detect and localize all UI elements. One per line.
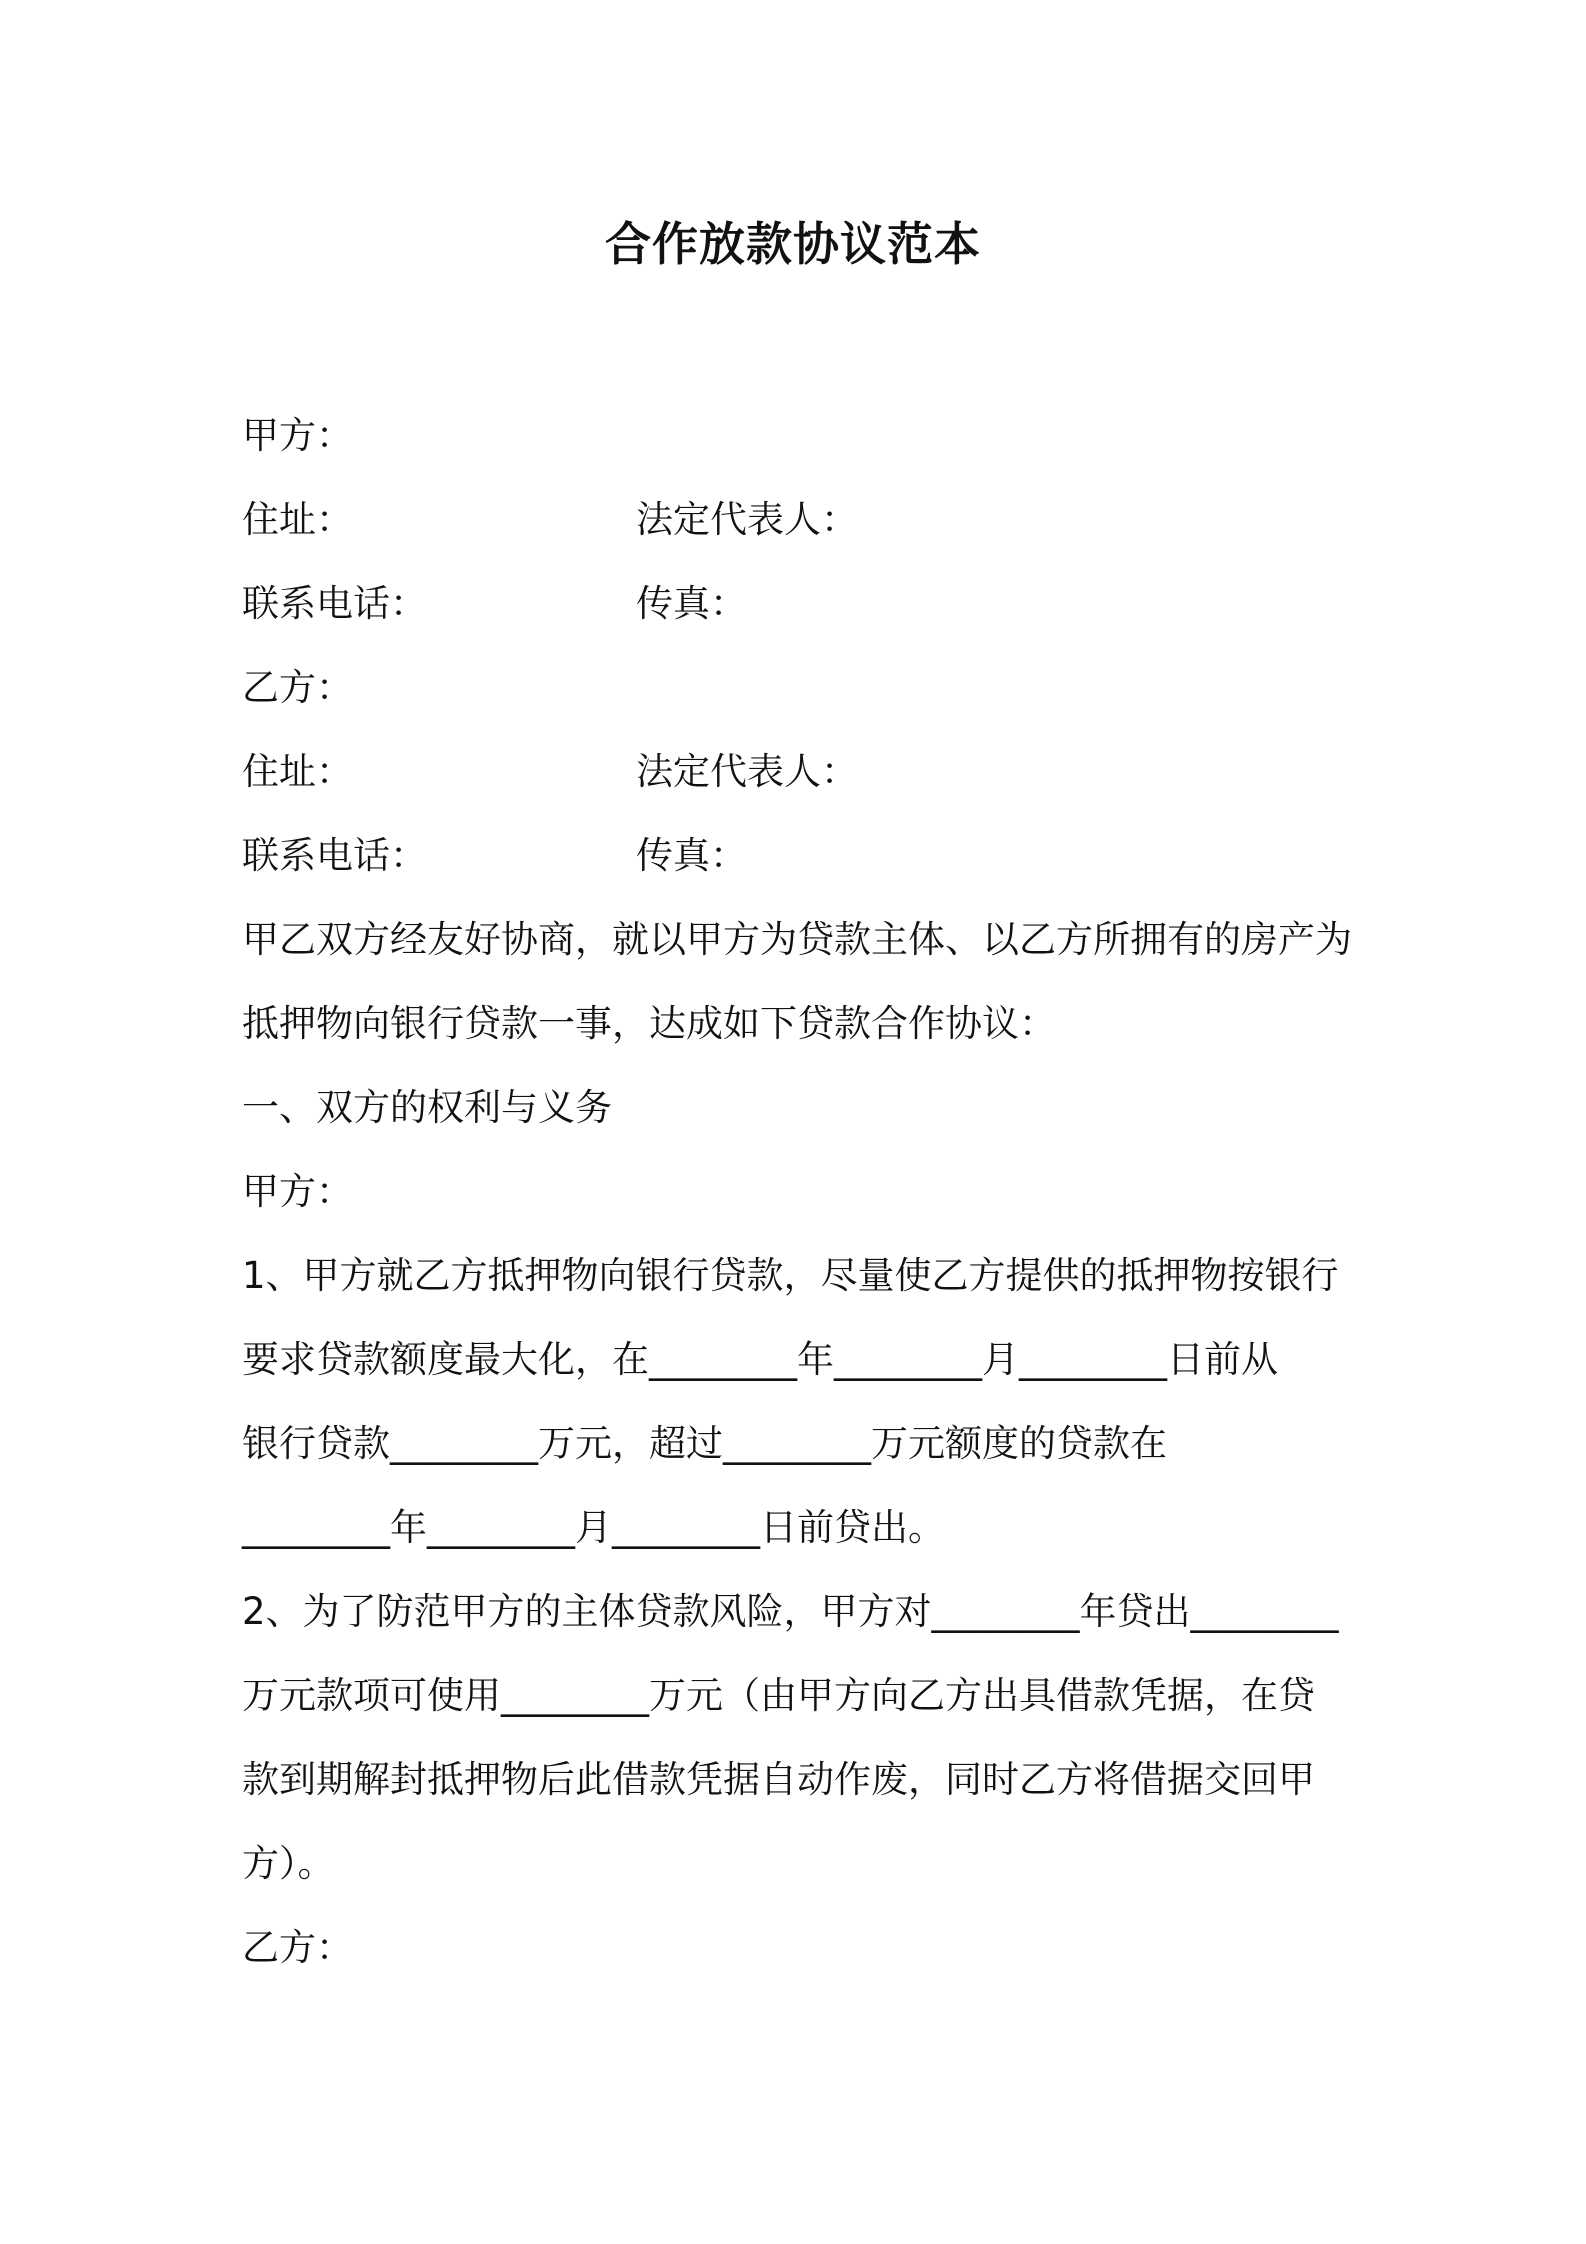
party-a-legal-rep-label: 法定代表人： [636, 498, 858, 541]
clause-1-line: 1、甲方就乙方抵押物向银行贷款，尽量使乙方提供的抵押物按银行 [242, 1254, 1339, 1297]
intro-line: 抵押物向银行贷款一事，达成如下贷款合作协议： [242, 1002, 1056, 1045]
party-b-phone-label: 联系电话： [242, 834, 427, 877]
party-a-label: 甲方： [242, 414, 353, 457]
section-heading: 一、双方的权利与义务 [242, 1086, 612, 1129]
document-title: 合作放款协议范本 [605, 217, 981, 271]
party-a-fax-label: 传真： [636, 582, 747, 625]
party-a-phone-label: 联系电话： [242, 582, 427, 625]
intro-line: 甲乙双方经友好协商，就以甲方为贷款主体、以乙方所拥有的房产为 [242, 918, 1352, 961]
clause-2-line: 2、为了防范甲方的主体贷款风险，甲方对________年贷出________ [242, 1590, 1339, 1633]
party-b-address-label: 住址： [242, 750, 353, 793]
party-b-label: 乙方： [242, 666, 353, 709]
section-party-a-label: 甲方： [242, 1170, 353, 1213]
clause-1-line: ________年________月________日前贷出。 [242, 1506, 945, 1549]
clause-2-line: 万元款项可使用________万元（由甲方向乙方出具借款凭据，在贷 [242, 1674, 1315, 1717]
party-b-legal-rep-label: 法定代表人： [636, 750, 858, 793]
clause-2-line: 款到期解封抵押物后此借款凭据自动作废，同时乙方将借据交回甲 [242, 1758, 1315, 1801]
party-a-address-label: 住址： [242, 498, 353, 541]
party-b-fax-label: 传真： [636, 834, 747, 877]
clause-1-line: 银行贷款________万元，超过________万元额度的贷款在 [242, 1422, 1167, 1465]
clause-1-line: 要求贷款额度最大化，在________年________月________日前从 [242, 1338, 1278, 1381]
clause-2-line: 方）。 [242, 1842, 335, 1885]
section-party-b-label: 乙方： [242, 1926, 353, 1969]
